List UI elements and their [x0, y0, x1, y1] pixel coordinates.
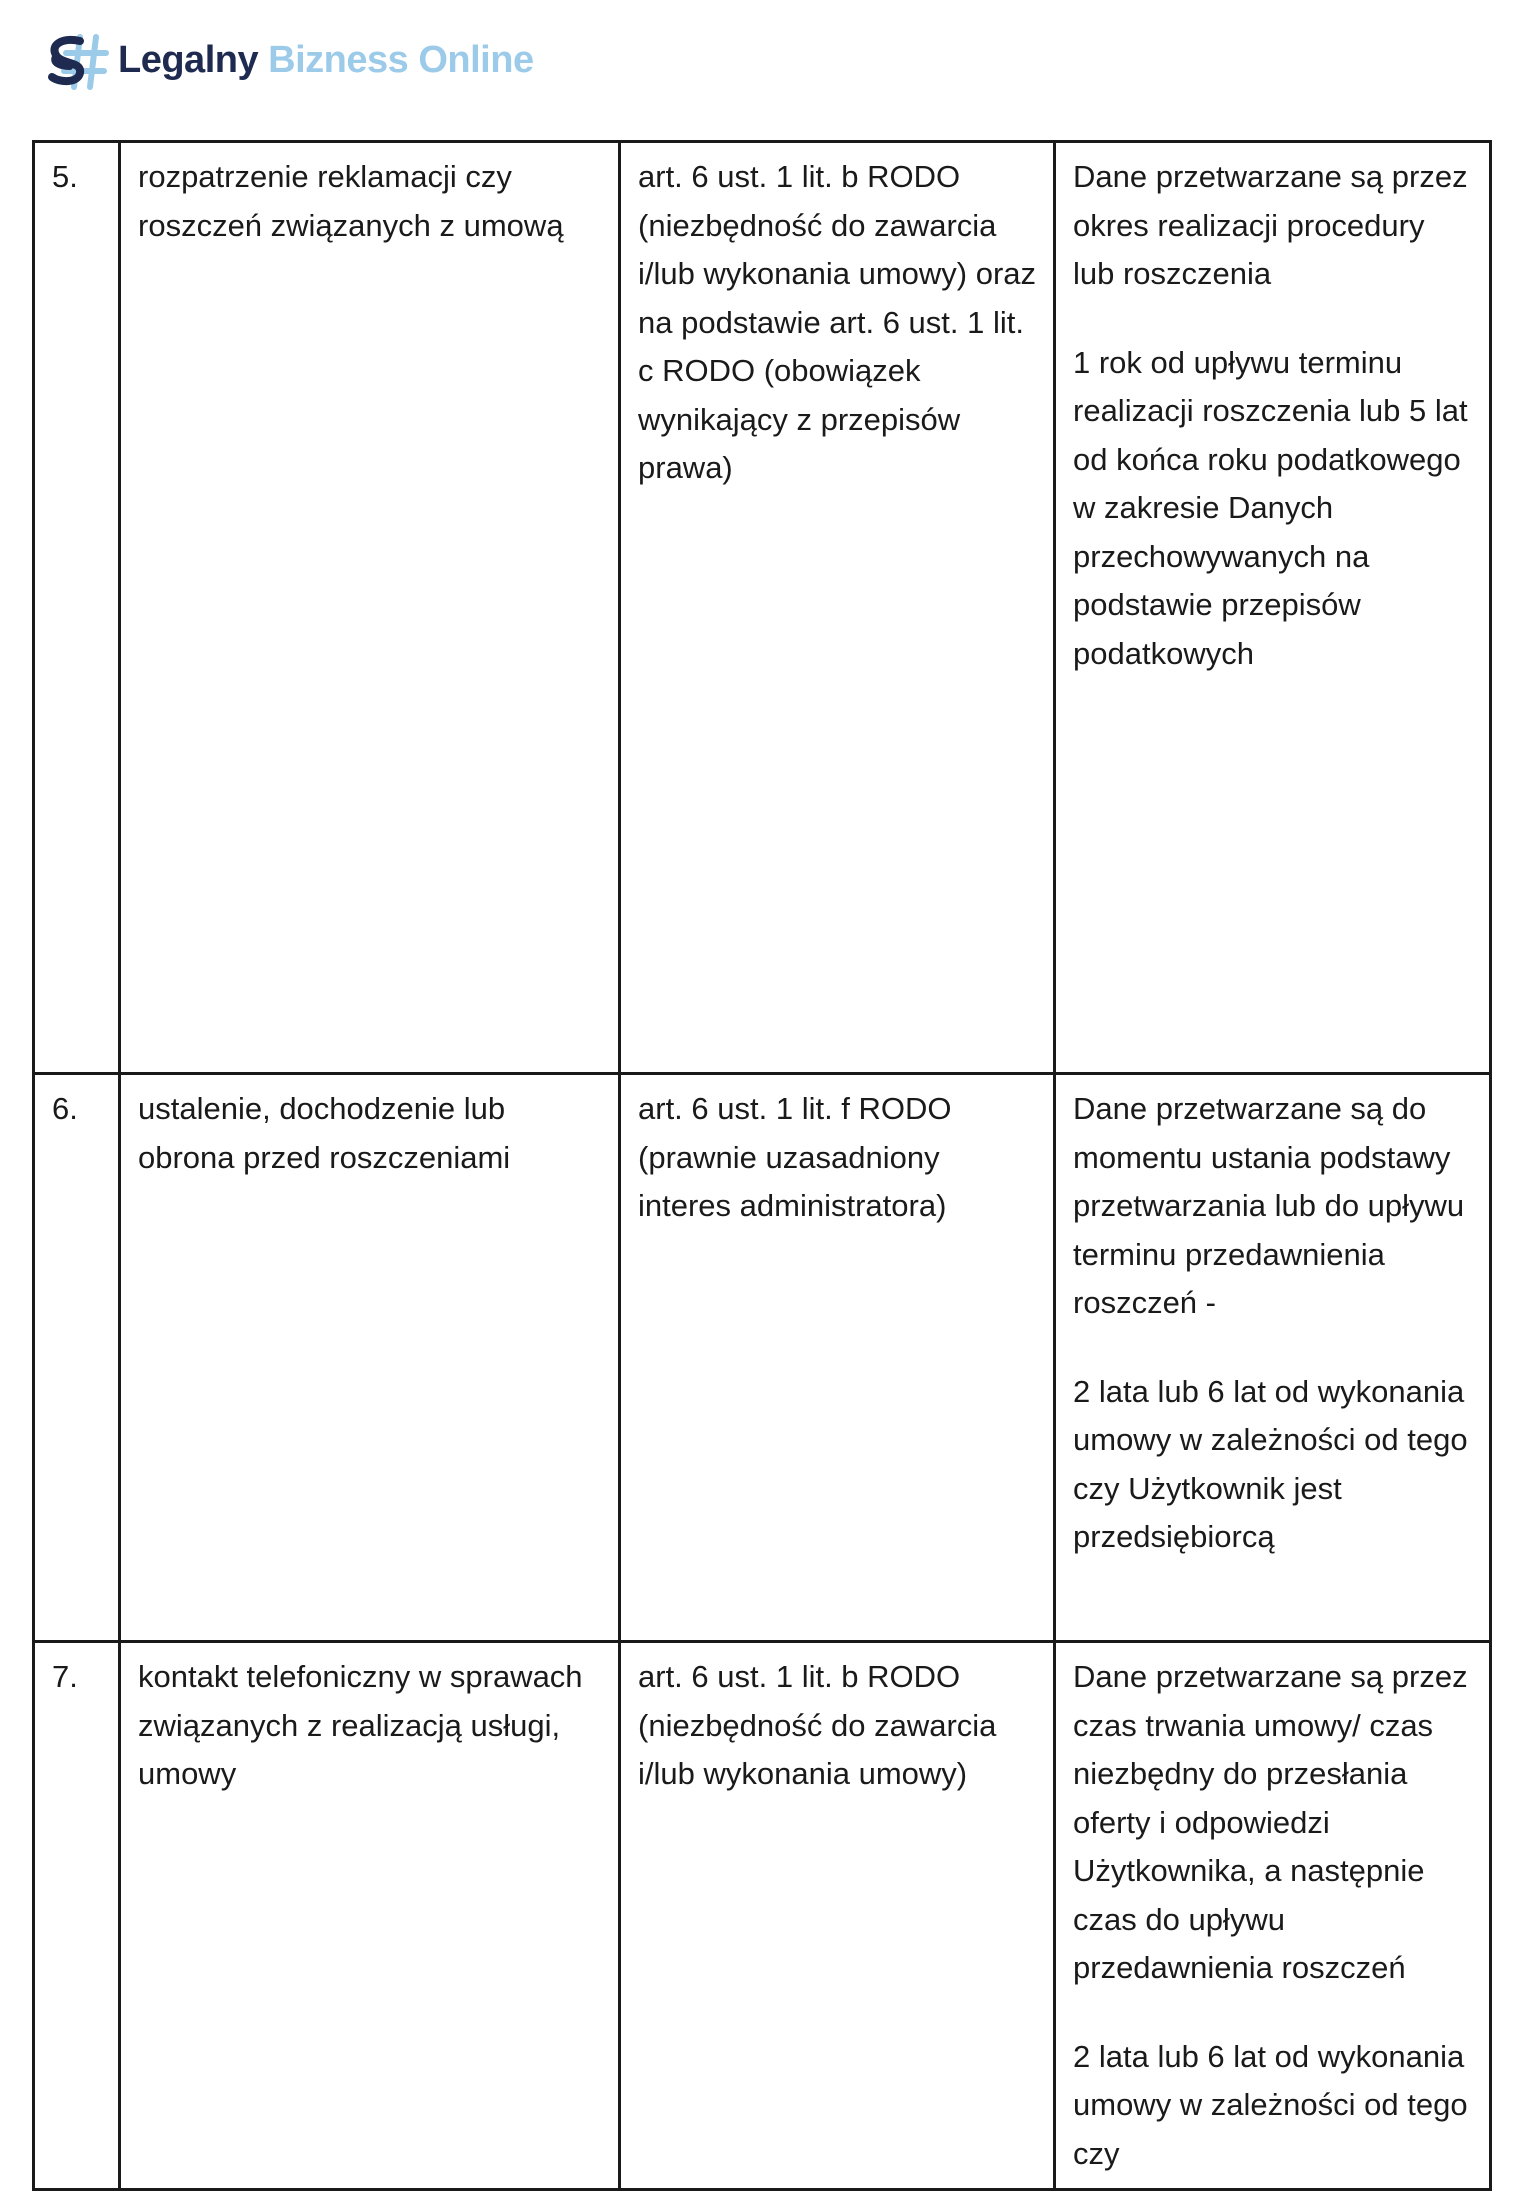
table-row [34, 142, 1491, 1074]
processing-purpose: kontakt telefoniczny w sprawach związanych z realizacją usługi, umowy [120, 1642, 620, 2190]
processing-purpose: ustalenie, dochodzenie lub obrona przed roszczeniami [120, 1074, 620, 1642]
brand-word-legalny: Legalny [118, 39, 259, 81]
legal-basis: art. 6 ust. 1 lit. b RODO (niezbędność do zawarcia i/lub wykonania umowy) oraz na podstawie art. 6 ust. 1 lit. c RODO (obowiązek wynikający z przepisów prawa) [620, 142, 1055, 1074]
processing-purpose: rozpatrzenie reklamacji czy roszczeń związanych z umową [120, 142, 620, 1074]
table-row [34, 1642, 1491, 2190]
retention-period [1055, 1074, 1491, 1642]
retention-period-detail: 2 lata lub 6 lat od wykonania umowy w zależności od tego czy [1073, 2038, 1468, 2171]
retention-period [1055, 142, 1491, 1074]
retention-period-detail: 1 rok od upływu terminu realizacji roszczenia lub 5 lat od końca roku podatkowego w zakresie Danych przechowywanych na podstawie przepisów podatkowych [1073, 344, 1468, 671]
row-number: 5. [34, 142, 120, 1074]
table-row [34, 1074, 1491, 1642]
legal-basis: art. 6 ust. 1 lit. f RODO (prawnie uzasadniony interes administratora) [620, 1074, 1055, 1642]
retention-period-text: Dane przetwarzane są do momentu ustania podstawy przetwarzania lub do upływu terminu przedawnienia roszczeń - [1073, 1091, 1465, 1320]
retention-period [1055, 1642, 1491, 2190]
retention-period-text: Dane przetwarzane są przez okres realizacji procedury lub roszczenia [1073, 159, 1468, 291]
brand-logo [40, 24, 534, 96]
retention-period-text: Dane przetwarzane są przez czas trwania umowy/ czas niezbędny do przesłania oferty i odpowiedzi Użytkownika, a następnie czas do upływu przedawnienia roszczeń [1073, 1659, 1468, 1985]
brand-word-biznes-online: Bizness Online [268, 39, 534, 81]
brand-name [118, 41, 534, 79]
paragraph-hash-logo-icon [40, 25, 110, 95]
legal-basis: art. 6 ust. 1 lit. b RODO (niezbędność do zawarcia i/lub wykonania umowy) [620, 1642, 1055, 2190]
data-processing-table [32, 140, 1492, 2191]
row-number: 7. [34, 1642, 120, 2190]
row-number: 6. [34, 1074, 120, 1642]
retention-period-detail: 2 lata lub 6 lat od wykonania umowy w zależności od tego czy Użytkownik jest przedsiębiorcą [1073, 1373, 1468, 1554]
